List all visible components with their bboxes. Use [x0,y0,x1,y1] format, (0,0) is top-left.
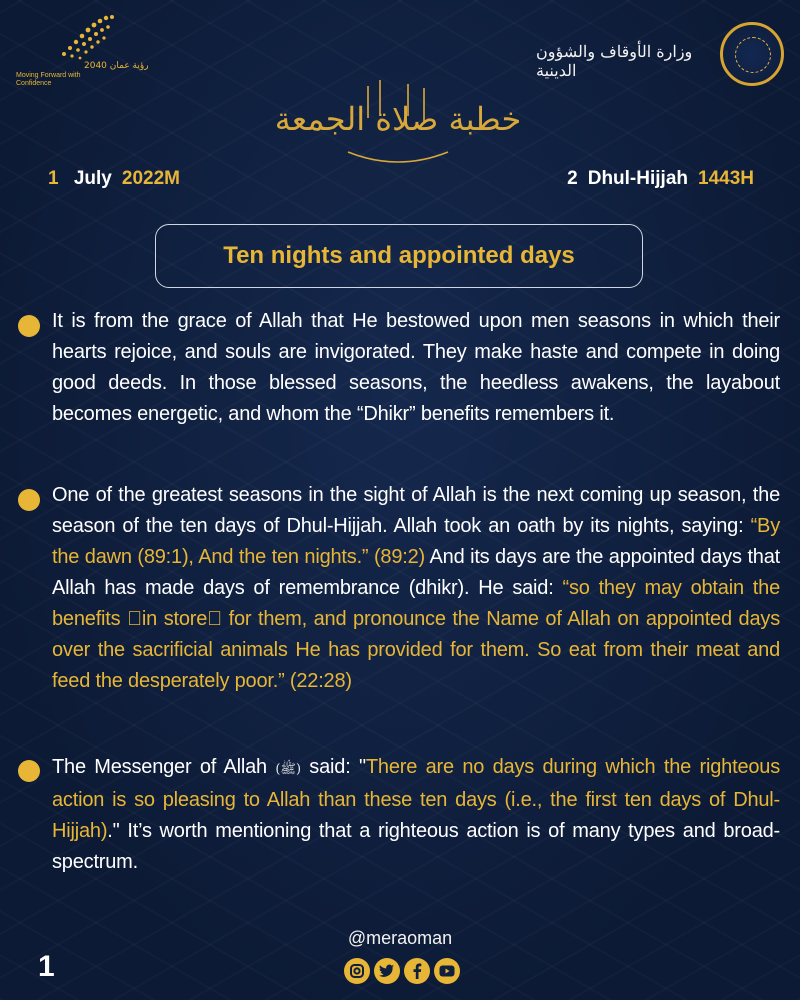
hadith-quote: There are no days during which the righteous action is so pleasing to Allah than these ten days (i.e., the first ten days of Dhul-Hijjah) [52,756,781,842]
hijri-month: Dhul-Hijjah [587,168,688,189]
paragraph-2 [18,480,780,697]
bullet-icon [18,489,40,511]
vision-logo-tagline: Moving Forward with Confidence [16,72,81,87]
paragraph-2-middle: And its days are the appointed days that Allah has made days of remembrance (dhikr). He said: [52,546,780,599]
svg-text:رؤية عمان 2040: رؤية عمان 2040 [84,61,149,71]
page-number: 1 [38,950,55,983]
facebook-icon[interactable] [404,958,430,984]
twitter-icon[interactable] [374,958,400,984]
vision-logo-arc-icon [54,14,149,71]
vision-2040-logo [14,14,149,87]
hijri-year: 1443H [698,168,754,189]
hijri-date [567,168,754,190]
bullet-icon [18,760,40,782]
page-title: Ten nights and appointed days [155,224,643,288]
paragraph-2-intro: One of the greatest seasons in the sight of Allah is the next coming up season, the season of the ten days of Dhul-Hijjah. Allah took an oath by its nights, saying: [52,484,780,537]
quran-quote-89: “By the dawn (89:1), And the ten nights.” (89:2) [52,515,780,568]
quran-quote-22-28: “so they may obtain the benefits  in store  for them, and pronounce the Name of Allah on appointed days over the sacrificial animals He has provided for them. So eat from their meat and feed the desperately poor.” (22:28) [52,577,780,692]
paragraph-1-text: It is from the grace of Allah that He bestowed upon men seasons in which their hearts rejoice, and souls are invigorated. They make haste and compete in doing good deeds. In those blessed seasons, the heedless awakens, the layabout becomes energetic, and whom the “Dhikr” benefits remembers it. [52,310,780,425]
social-handle: @meraoman [347,928,453,948]
paragraph-3-said: said: " [300,756,366,778]
paragraph-1 [18,306,780,430]
ministry-seal-icon [720,22,784,86]
khutbah-calligraphy [274,68,522,178]
gregorian-year: 2022M [121,168,180,189]
paragraph-3-intro: The Messenger of Allah [52,756,276,778]
hijri-day: 2 [567,168,578,189]
paragraph-3 [18,752,780,878]
gregorian-date [48,168,180,190]
ministry-logo [536,22,786,86]
svg-text:خطبة صلاة الجمعة: خطبة صلاة الجمعة [274,100,522,138]
instagram-icon[interactable] [344,958,370,984]
gregorian-day: 1 [48,168,59,189]
pbuh-symbol: (ﷺ) [275,762,301,777]
paragraph-3-text [52,752,780,878]
ministry-name: وزارة الأوقاف والشؤون الدينية [536,42,693,80]
paragraph-2-text [52,480,780,697]
bullet-icon [18,315,40,337]
gregorian-month: July [73,168,112,189]
paragraph-3-outro: ." It’s worth mentioning that a righteous action is of many types and broad-spectrum. [52,820,780,873]
youtube-icon[interactable] [434,958,460,984]
social-icons [340,958,464,986]
